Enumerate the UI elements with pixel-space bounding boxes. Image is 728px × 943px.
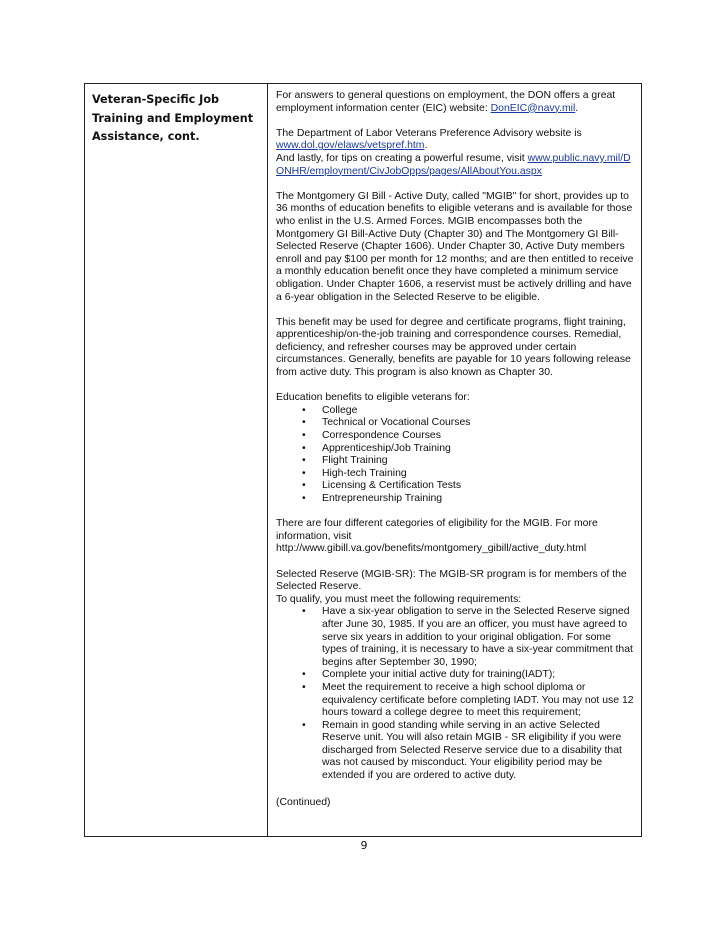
selected-reserve-block xyxy=(276,569,638,783)
list-item xyxy=(276,417,638,430)
requirements-list xyxy=(276,606,638,782)
bullet-icon: • xyxy=(302,417,306,429)
section-body xyxy=(276,90,638,809)
benefits-list xyxy=(276,405,638,506)
dol-link[interactable]: www.dol.gov/elaws/vetspref.htm xyxy=(276,140,425,152)
bullet-icon: • xyxy=(302,404,306,416)
bullet-icon: • xyxy=(302,480,306,492)
list-item xyxy=(276,493,638,506)
categories-paragraph: There are four different categories of eligibility for the MGIB. For more information, visit http://www.gibill.va.gov/benefits/montgomery_gibill/active_duty.html xyxy=(276,518,598,555)
bullet-icon: • xyxy=(302,455,306,467)
eic-after: . xyxy=(575,102,579,114)
continued-note: (Continued) xyxy=(276,796,331,808)
requirements-intro: To qualify, you must meet the following requirements: xyxy=(276,593,522,605)
benefits-block xyxy=(276,392,638,505)
benefits-intro: Education benefits to eligible veterans for: xyxy=(276,392,470,404)
selected-reserve-intro: Selected Reserve (MGIB-SR): The MGIB-SR program is for members of the Selected Reserve. xyxy=(276,568,627,593)
benefit-use-paragraph: This benefit may be used for degree and certificate programs, flight training, apprenticeship/on-the-job training and correspondence courses. Remedial, deficiency, and refresher courses may be approved under certain circumstances. Generally, benefits are payable for 10 years following release from active duty. This program is also known as Chapter 30. xyxy=(276,316,631,379)
eic-text: For answers to general questions on employment, the DON offers a great employment information center (EIC) website: xyxy=(276,90,616,114)
bullet-icon: • xyxy=(302,719,306,731)
section-title-line: Assistance, cont. xyxy=(92,130,200,143)
list-item xyxy=(276,682,638,720)
list-item-text: Apprenticeship/Job Training xyxy=(322,442,451,454)
list-item xyxy=(276,480,638,493)
resume-link[interactable]: www.public.navy.mil/DONHR/employment/CivJobOpps/pages/AllAboutYou.aspx xyxy=(276,152,631,177)
dol-text: The Department of Labor Veterans Preference Advisory website is xyxy=(276,127,582,139)
resume-paragraph xyxy=(276,153,638,178)
list-item xyxy=(276,606,638,669)
section-title xyxy=(92,91,262,147)
list-item xyxy=(276,468,638,481)
bullet-icon: • xyxy=(302,681,306,693)
mgib-paragraph: The Montgomery GI Bill - Active Duty, called "MGIB" for short, provides up to 36 months of education benefits to eligible veterans and is available for those who enlist in the U.S. Armed Forces. MGIB encompasses both the Montgomery GI Bill-Active Duty (Chapter 30) and The Montgomery GI Bill-Selected Reserve (Chapter 1606). Under Chapter 30, Active Duty members enroll and pay $100 per month for 12 months; and are then entitled to receive a monthly education benefit once they have completed a minimum service obligation. Under Chapter 1606, a reservist must be actively drilling and have a 6-year obligation in the Selected Reserve to be eligible. xyxy=(276,190,634,303)
list-item-text: Licensing & Certification Tests xyxy=(322,480,462,492)
list-item-text: Entrepreneurship Training xyxy=(322,493,443,504)
dol-paragraph xyxy=(276,128,638,153)
bullet-icon: • xyxy=(302,430,306,442)
list-item xyxy=(276,430,638,443)
list-item-text: Complete your initial active duty for training(IADT); xyxy=(322,669,556,681)
list-item-text: Have a six-year obligation to serve in the Selected Reserve signed after June 30, 1985. If you are an officer, you must have agreed to serve six years in addition to your original obligation. For some types of training, it is necessary to have a six-year commitment that begins after September 30, 1990; xyxy=(322,606,633,668)
list-item-text: Flight Training xyxy=(322,455,388,467)
list-item xyxy=(276,443,638,456)
column-divider xyxy=(267,83,268,837)
dol-after: . xyxy=(424,140,428,152)
eic-paragraph xyxy=(276,90,638,115)
bullet-icon: • xyxy=(302,606,306,618)
section-title-line: Training and Employment xyxy=(92,111,254,125)
bullet-icon: • xyxy=(302,442,306,454)
list-item-text: College xyxy=(322,404,358,416)
section-title-line: Veteran-Specific Job xyxy=(92,93,220,106)
list-item xyxy=(276,720,638,783)
list-item-text: Technical or Vocational Courses xyxy=(322,417,471,429)
list-item-text: Correspondence Courses xyxy=(322,430,441,442)
list-item xyxy=(276,405,638,418)
list-item-text: Remain in good standing while serving in an active Selected Reserve unit. You will also retain MGIB - SR eligibility if you were discharged from Selected Reserve service due to a disability that was not caused by misconduct. Your eligibility period may be extended if you are ordered to active duty. xyxy=(322,719,622,782)
bullet-icon: • xyxy=(302,493,306,504)
bullet-icon: • xyxy=(302,467,306,479)
page-number: 9 xyxy=(360,839,368,852)
resume-text: And lastly, for tips on creating a powerful resume, visit xyxy=(276,152,528,164)
list-item-text: High-tech Training xyxy=(322,467,407,479)
list-item xyxy=(276,455,638,468)
bullet-icon: • xyxy=(302,669,306,681)
list-item-text: Meet the requirement to receive a high school diploma or equivalency certificate before completing IADT. You may not use 12 hours toward a college degree to meet this requirement; xyxy=(322,681,634,719)
eic-email-link[interactable]: DonEIC@navy.mil xyxy=(490,102,576,114)
list-item xyxy=(276,669,638,682)
